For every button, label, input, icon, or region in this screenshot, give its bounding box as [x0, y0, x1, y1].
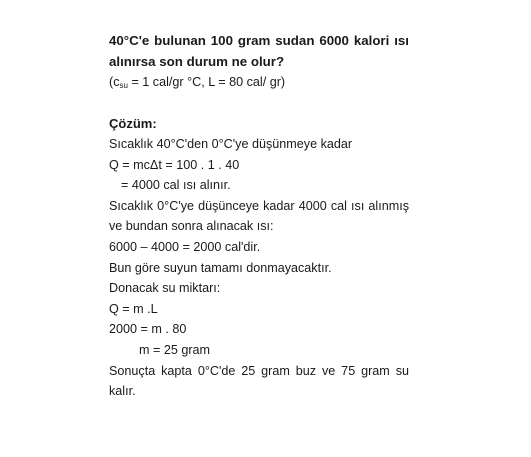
solution-line: kalır.: [109, 384, 136, 399]
solution-heading: Çözüm:: [109, 116, 157, 131]
question-line-2: alınırsa son durum ne olur?: [109, 54, 285, 69]
solution-line: Bun göre suyun tamamı donmayacaktır.: [109, 260, 332, 275]
constants-prefix: (c: [109, 75, 120, 89]
given-constants: [109, 72, 409, 92]
constants-subscript: su: [119, 81, 128, 90]
solution-line: Q = m .L: [109, 301, 158, 316]
solution-line: Sonuçta kapta 0°C'de 25 gram buz ve 75 gram su: [109, 363, 409, 378]
constants-values: = 1 cal/gr °C, L = 80 cal/ gr): [127, 75, 286, 89]
question-line-1: 40°C'e bulunan 100 gram sudan 6000 kalori ısı: [109, 33, 409, 48]
question-text: [109, 30, 409, 72]
solution-line: 2000 = m . 80: [109, 322, 187, 337]
solution-line: 6000 – 4000 = 2000 cal'dir.: [109, 239, 261, 254]
solution-line: Sıcaklık 40°C'den 0°C'ye düşünmeye kadar: [109, 137, 353, 151]
solution-line: m = 25 gram: [139, 342, 211, 357]
solution-line: Q = mcΔt = 100 . 1 . 40: [109, 157, 240, 172]
document-body: [109, 30, 409, 402]
solution-line: ve bundan sonra alınacak ısı:: [109, 219, 274, 234]
solution-line: = 4000 cal ısı alınır.: [121, 178, 231, 193]
solution-body: [109, 134, 409, 402]
solution-line: Sıcaklık 0°C'ye düşünceye kadar 4000 cal ısı alınmış: [109, 198, 409, 213]
solution-line: Donacak su miktarı:: [109, 281, 221, 296]
